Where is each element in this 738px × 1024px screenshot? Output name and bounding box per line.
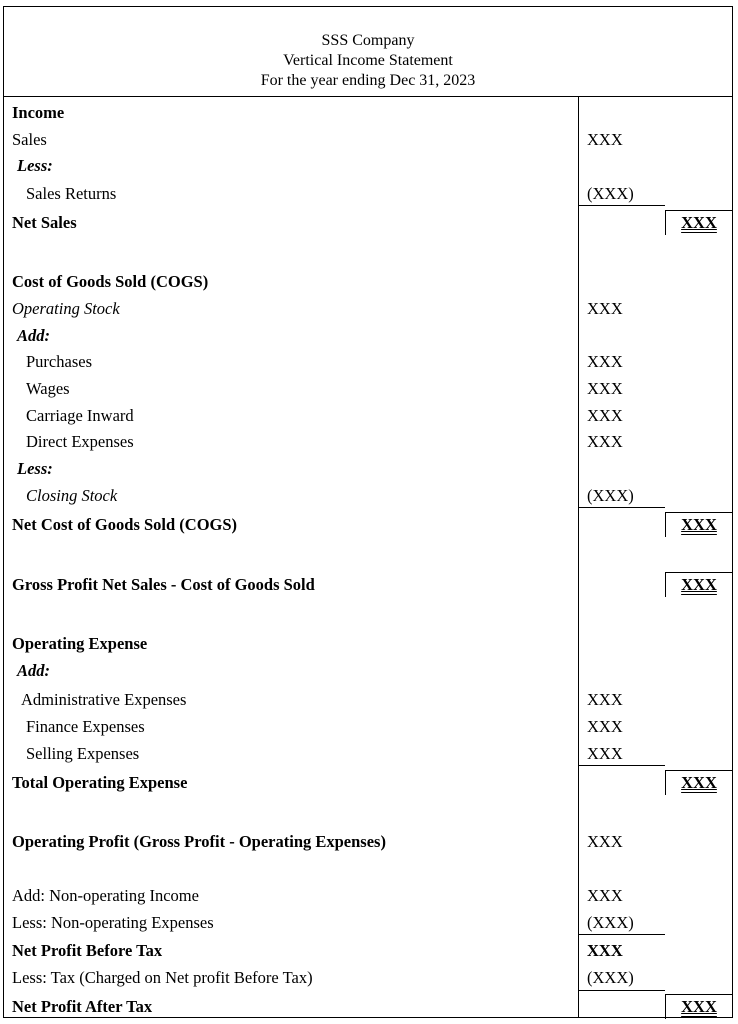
total-operating-expense-total — [665, 770, 732, 795]
net-sales-total — [665, 210, 732, 235]
total-operating-expense-label: Total Operating Expense — [12, 773, 188, 792]
carriage-inward-label: Carriage Inward — [26, 406, 134, 425]
operating-profit-label: Operating Profit (Gross Profit - Operating Expenses) — [12, 832, 386, 851]
subtotal-rule — [578, 765, 665, 766]
tax-label: Less: Tax (Charged on Net profit Before Tax) — [12, 968, 313, 987]
non-operating-income-label: Add: Non-operating Income — [12, 886, 199, 905]
total-operating-expense-value: XXX — [681, 773, 717, 792]
net-profit-after-tax-total — [665, 994, 732, 1019]
wages-value: XXX — [587, 379, 623, 398]
sales-label: Sales — [12, 130, 47, 149]
operating-stock-label: Operating Stock — [12, 299, 120, 318]
wages-label: Wages — [26, 379, 70, 398]
gross-profit-label: Gross Profit Net Sales - Cost of Goods Sold — [12, 575, 315, 594]
subtotal-rule — [578, 934, 665, 935]
direct-expenses-label: Direct Expenses — [26, 432, 134, 451]
direct-expenses-value: XXX — [587, 432, 623, 451]
less-label: Less: — [17, 459, 53, 478]
purchases-label: Purchases — [26, 352, 92, 371]
non-operating-expenses-label: Less: Non-operating Expenses — [12, 913, 214, 932]
value-column-divider — [578, 96, 579, 1017]
income-heading: Income — [12, 103, 65, 122]
admin-expenses-label: Administrative Expenses — [21, 690, 187, 709]
operating-expense-heading: Operating Expense — [12, 634, 148, 653]
admin-expenses-value: XXX — [587, 690, 623, 709]
subtotal-rule — [578, 507, 665, 508]
sales-value: XXX — [587, 130, 623, 149]
cogs-heading: Cost of Goods Sold (COGS) — [12, 272, 209, 291]
statement-title: Vertical Income Statement — [283, 52, 453, 69]
closing-stock-label: Closing Stock — [26, 486, 118, 505]
sales-returns-label: Sales Returns — [26, 184, 117, 203]
less-label: Less: — [17, 156, 53, 175]
gross-profit-total — [665, 572, 732, 597]
non-operating-expenses-value: (XXX) — [587, 913, 634, 932]
tax-value: (XXX) — [587, 968, 634, 987]
finance-expenses-label: Finance Expenses — [26, 717, 145, 736]
selling-expenses-label: Selling Expenses — [26, 744, 140, 763]
finance-expenses-value: XXX — [587, 717, 623, 736]
net-sales-value: XXX — [681, 213, 717, 232]
subtotal-rule — [578, 990, 665, 991]
net-profit-before-tax-label: Net Profit Before Tax — [12, 941, 163, 960]
income-statement-table — [3, 6, 733, 1018]
gross-profit-value: XXX — [681, 575, 717, 594]
add-label: Add: — [17, 661, 50, 680]
net-profit-after-tax-value: XXX — [681, 997, 717, 1016]
subtotal-rule — [578, 205, 665, 206]
net-cogs-value: XXX — [681, 515, 717, 534]
net-profit-after-tax-label: Net Profit After Tax — [12, 997, 153, 1016]
operating-stock-value: XXX — [587, 299, 623, 318]
net-cogs-label: Net Cost of Goods Sold (COGS) — [12, 515, 238, 534]
operating-profit-value: XXX — [587, 832, 623, 851]
non-operating-income-value: XXX — [587, 886, 623, 905]
closing-stock-value: (XXX) — [587, 486, 634, 505]
sales-returns-value: (XXX) — [587, 184, 634, 203]
add-label: Add: — [17, 326, 50, 345]
company-name: SSS Company — [321, 32, 415, 49]
selling-expenses-value: XXX — [587, 744, 623, 763]
net-profit-before-tax-value: XXX — [587, 941, 623, 960]
carriage-inward-value: XXX — [587, 406, 623, 425]
header-divider — [4, 96, 732, 97]
net-cogs-total — [665, 512, 732, 537]
statement-period: For the year ending Dec 31, 2023 — [260, 72, 476, 89]
purchases-value: XXX — [587, 352, 623, 371]
net-sales-label: Net Sales — [12, 213, 77, 232]
